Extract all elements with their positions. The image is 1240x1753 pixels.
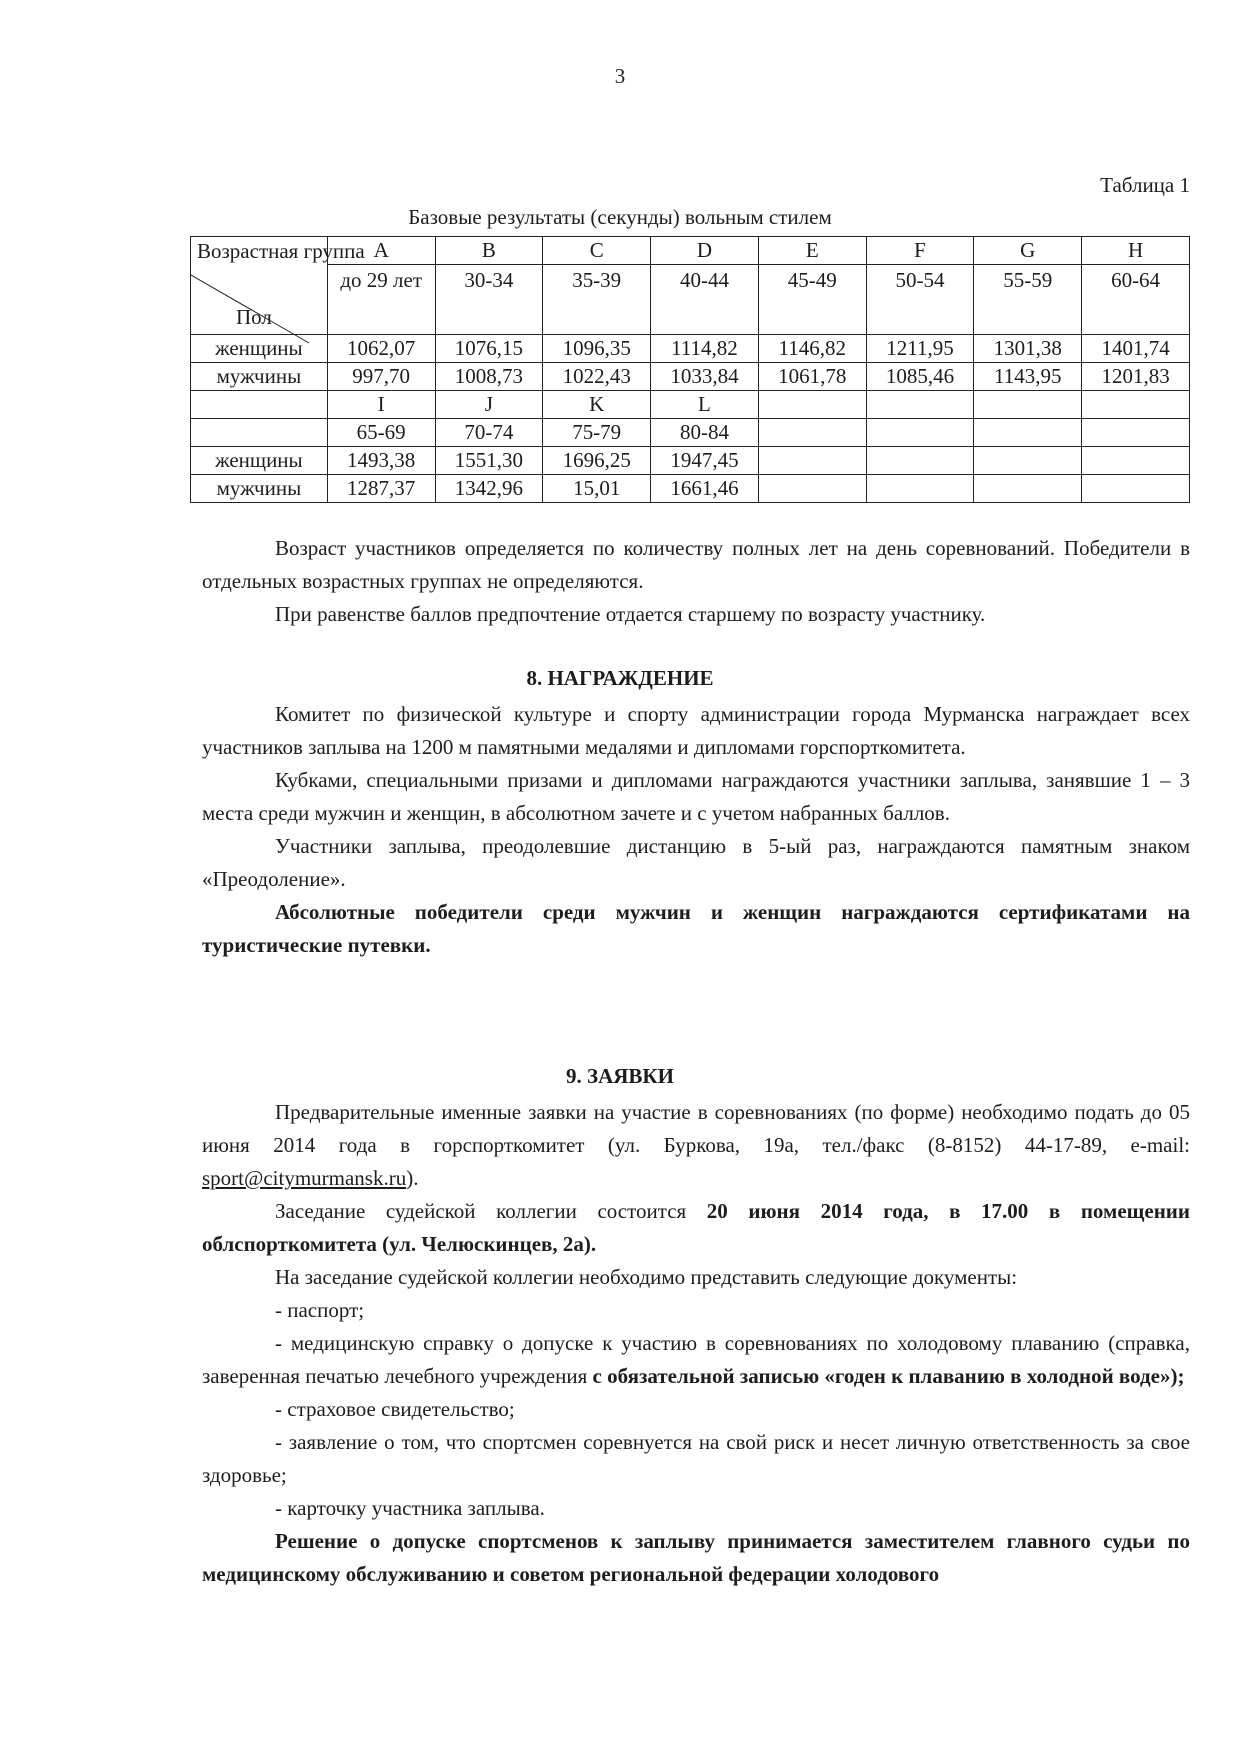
table-age-cell: 70-74 [435, 419, 543, 447]
table-empty-cell [1082, 475, 1190, 503]
admission-decision-paragraph: Решение о допуске спортсменов к заплыву принимается заместителем главного судьи по медицинскому обслуживанию и советом региональной федерации холодового [202, 1529, 1190, 1586]
age-determination-paragraph: Возраст участников определяется по количеству полных лет на день соревнований. Победители в отдельных возрастных группах не определяются. [202, 536, 1190, 593]
table-cell: 15,01 [543, 475, 651, 503]
table-cell: 1008,73 [435, 363, 543, 391]
document-item-passport: - паспорт; [275, 1298, 365, 1322]
table-age-cell: до 29 лет [327, 265, 435, 335]
table-cell: 1211,95 [866, 335, 974, 363]
table-cell: 1096,35 [543, 335, 651, 363]
judges-meeting-paragraph [202, 1195, 1190, 1261]
table-header-cell: J [435, 391, 543, 419]
table-empty-cell [974, 391, 1082, 419]
table-empty-cell [758, 447, 866, 475]
table-cell: 1114,82 [651, 335, 759, 363]
table-row-label: женщины [191, 335, 328, 363]
table-cell: 1661,46 [651, 475, 759, 503]
applications-text: Предварительные именные заявки на участие в соревнованиях (по форме) необходимо подать до 05 июня 2014 года в горспорткомитет (ул. Буркова, 19а, тел./факс (8-8152) 44-17-89, e-mail: [202, 1100, 1190, 1157]
table-age-row [191, 265, 1190, 335]
table-cell: 1551,30 [435, 447, 543, 475]
table-age-cell: 30-34 [435, 265, 543, 335]
table-header-cell: E [758, 237, 866, 265]
table-cell: 1301,38 [974, 335, 1082, 363]
table-cell: 1143,95 [974, 363, 1082, 391]
table-cell: 1033,84 [651, 363, 759, 391]
document-item-medical [202, 1327, 1190, 1393]
table-empty-cell [1082, 391, 1190, 419]
table-row [191, 447, 1190, 475]
table-title: Базовые результаты (секунды) вольным стилем [408, 205, 832, 229]
table-cell: 1287,37 [327, 475, 435, 503]
email-link[interactable]: sport@citymurmansk.ru [202, 1166, 407, 1190]
table-empty-cell [974, 419, 1082, 447]
judges-meeting-date-place: 20 июня 2014 года, в 17.00 в помещении облспорткомитета (ул. Челюскинцев, 2а). [202, 1199, 1190, 1256]
awards-paragraph-4: Абсолютные победители среди мужчин и женщин награждаются сертификатами на туристические путевки. [202, 900, 1190, 957]
table-cell: 1493,38 [327, 447, 435, 475]
table-cell: 1342,96 [435, 475, 543, 503]
table-header-cell: F [866, 237, 974, 265]
table-age-cell: 75-79 [543, 419, 651, 447]
table-header-cell: G [974, 237, 1082, 265]
document-item-statement: - заявление о том, что спортсмен соревнуется на свой риск и несет личную ответственность за свое здоровье; [202, 1430, 1190, 1487]
table-empty-cell [866, 419, 974, 447]
table-empty-cell [758, 419, 866, 447]
table-header-cell: L [651, 391, 759, 419]
table-age-cell: 55-59 [974, 265, 1082, 335]
after-table-text [202, 532, 1190, 631]
table-header-cell: H [1082, 237, 1190, 265]
table-header-cell: K [543, 391, 651, 419]
document-item-insurance: - страховое свидетельство; [275, 1397, 515, 1421]
table-empty-cell [1082, 447, 1190, 475]
section-8-heading: 8. НАГРАЖДЕНИЕ [526, 666, 714, 690]
corner-age-group-label: Возрастная группа [197, 239, 365, 263]
table-row-label: мужчины [191, 363, 328, 391]
table-empty-cell [974, 475, 1082, 503]
medical-text: - медицинскую справку о допуске к участию в соревнованиях по холодовому плаванию (справка, заверенная печатью лечебного учреждения [202, 1331, 1190, 1388]
table-cell: 1085,46 [866, 363, 974, 391]
table-empty-cell [758, 391, 866, 419]
section-9-heading: 9. ЗАЯВКИ [566, 1064, 674, 1088]
table-cell: 1201,83 [1082, 363, 1190, 391]
section-9-body [202, 1096, 1190, 1591]
table-row [191, 363, 1190, 391]
documents-intro: На заседание судейской коллегии необходимо представить следующие документы: [275, 1265, 1018, 1289]
table-cell: 1947,45 [651, 447, 759, 475]
table-age-row-2 [191, 419, 1190, 447]
table-header-row-2 [191, 391, 1190, 419]
table-row-label: женщины [191, 447, 328, 475]
awards-paragraph-1: Комитет по физической культуре и спорту администрации города Мурманска награждает всех участников заплыва на 1200 м памятными медалями и дипломами горспорткомитета. [202, 702, 1190, 759]
corner-gender-label: Пол [236, 305, 272, 329]
table-header-cell: C [543, 237, 651, 265]
table-empty-cell [866, 391, 974, 419]
table-header-cell: B [435, 237, 543, 265]
table-age-cell: 80-84 [651, 419, 759, 447]
table-row-label: мужчины [191, 475, 328, 503]
table-row [191, 335, 1190, 363]
awards-paragraph-3: Участники заплыва, преодолевшие дистанцию в 5-ый раз, награждаются памятным знаком «Преодоление». [202, 834, 1190, 891]
table-cell: 1061,78 [758, 363, 866, 391]
table-cell: 1062,07 [327, 335, 435, 363]
table-empty-cell [758, 475, 866, 503]
table-age-cell: 45-49 [758, 265, 866, 335]
awards-paragraph-2: Кубками, специальными призами и дипломами награждаются участники заплыва, занявшие 1 – 3 места среди мужчин и женщин, в абсолютном зачете и с учетом набранных баллов. [202, 768, 1190, 825]
table-number-caption: Таблица 1 [1100, 173, 1190, 197]
table-age-cell: 65-69 [327, 419, 435, 447]
table-cell: 1696,25 [543, 447, 651, 475]
results-table [190, 236, 1190, 503]
table-empty-cell [1082, 419, 1190, 447]
table-header-cell: A [327, 237, 435, 265]
table-empty-cell [974, 447, 1082, 475]
table-cell: 997,70 [327, 363, 435, 391]
table-empty-cell [866, 475, 974, 503]
table-header-cell: D [651, 237, 759, 265]
table-row [191, 475, 1190, 503]
table-empty-cell [866, 447, 974, 475]
table-corner-cell [191, 237, 365, 335]
section-8-body [202, 698, 1190, 962]
table-cell: 1146,82 [758, 335, 866, 363]
applications-text-end: ). [406, 1166, 419, 1190]
table-age-cell: 40-44 [651, 265, 759, 335]
table-header-row [191, 237, 1190, 265]
table-cell: 1401,74 [1082, 335, 1190, 363]
judges-meeting-text: Заседание судейской коллегии состоится [275, 1199, 707, 1223]
tie-break-paragraph: При равенстве баллов предпочтение отдается старшему по возрасту участнику. [275, 602, 986, 626]
medical-requirement: с обязательной записью «годен к плаванию в холодной воде»); [592, 1364, 1185, 1388]
table-age-cell: 50-54 [866, 265, 974, 335]
table-cell: 1022,43 [543, 363, 651, 391]
page-number: 3 [614, 64, 626, 88]
table-age-cell: 60-64 [1082, 265, 1190, 335]
table-empty-cell [191, 419, 328, 447]
applications-paragraph-1 [202, 1096, 1190, 1195]
table-empty-cell [191, 391, 328, 419]
table-header-cell: I [327, 391, 435, 419]
table-cell: 1076,15 [435, 335, 543, 363]
document-item-card: - карточку участника заплыва. [275, 1496, 545, 1520]
table-age-cell: 35-39 [543, 265, 651, 335]
